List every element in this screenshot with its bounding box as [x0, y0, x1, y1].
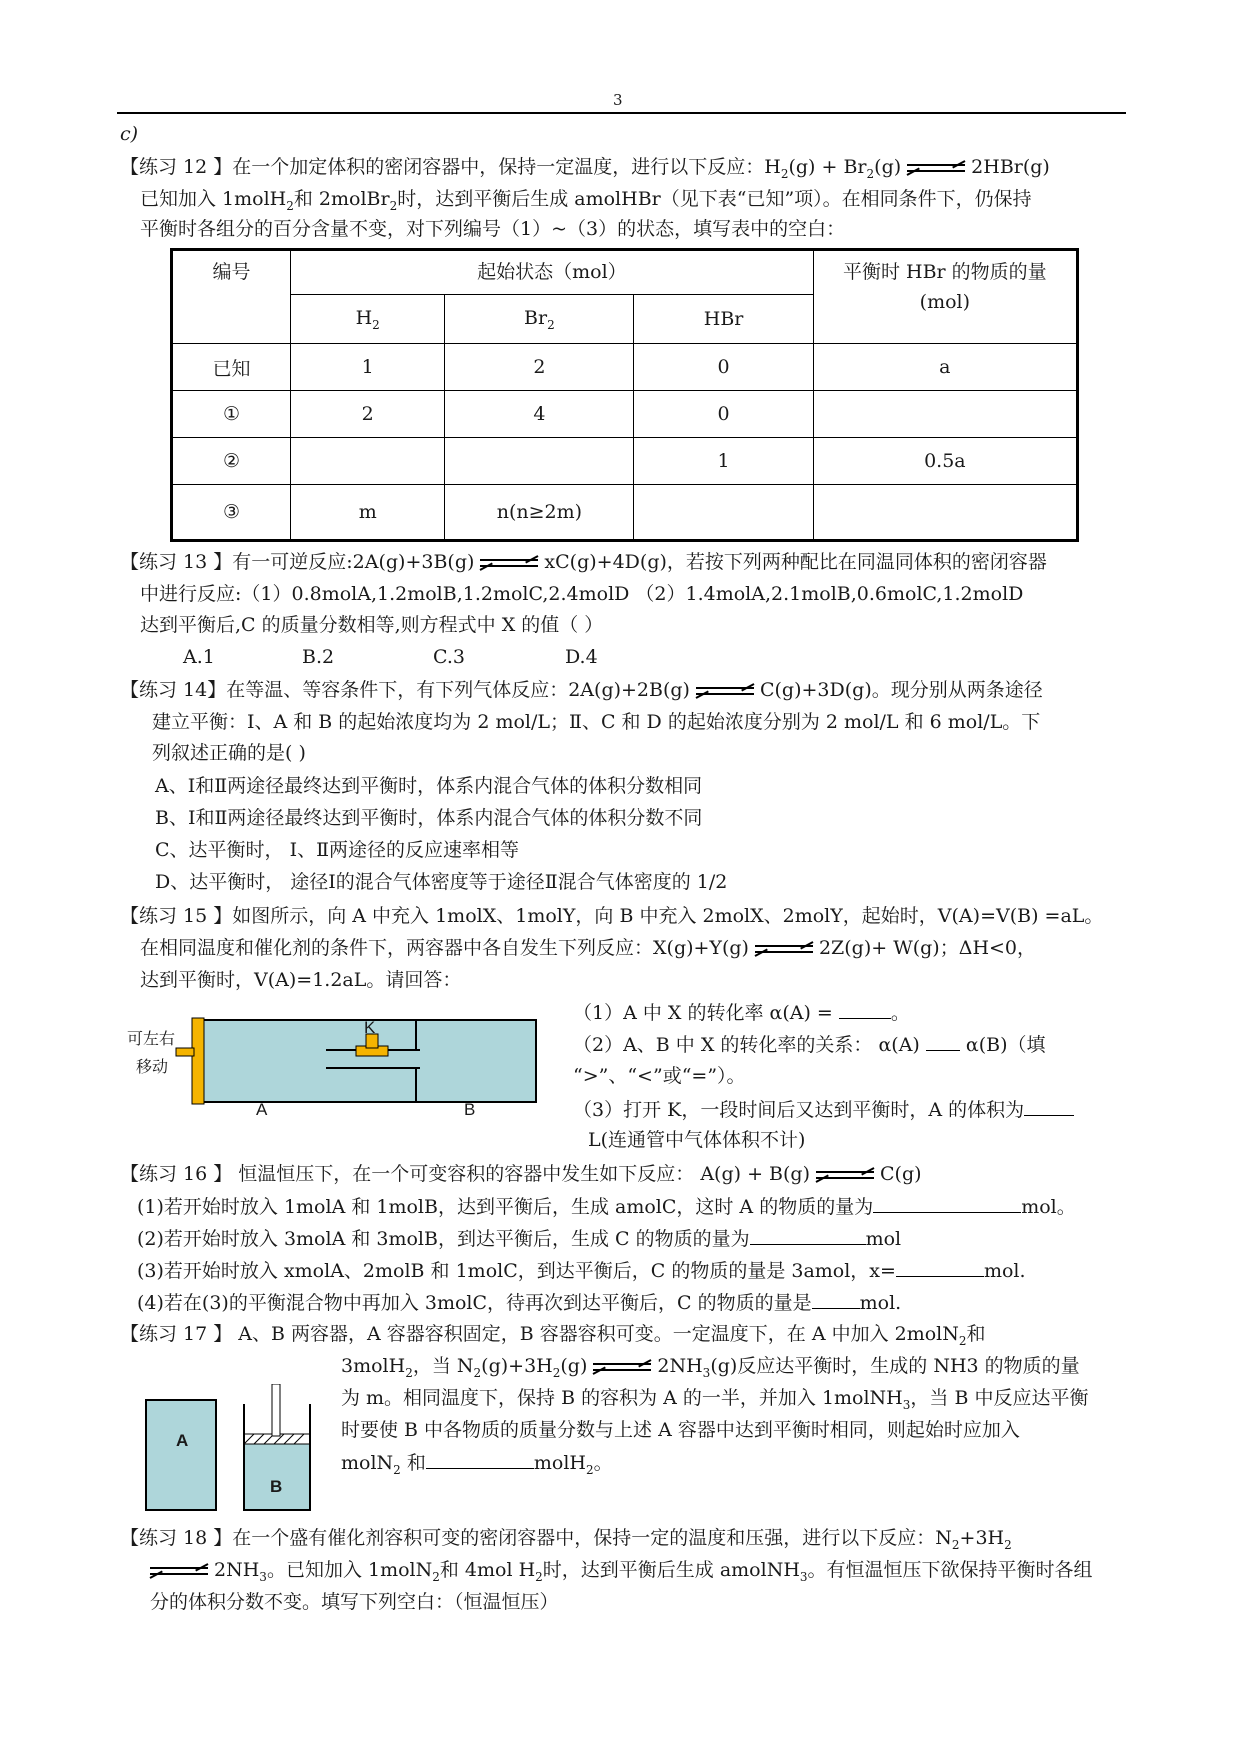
- ex14-line3: 列叙述正确的是( ): [152, 742, 306, 764]
- ex15-line1: 【练习 15 】如图所示，向 A 中充入 1molX、1molY，向 B 中充入 2molX、2molY，起始时，V(A)=V(B) =aL。: [120, 905, 1104, 927]
- equilibrium-arrow-icon: [150, 1564, 208, 1578]
- ex15-q2-cont: “>”、“<”或“=”）。: [573, 1065, 746, 1087]
- th-start: 起始状态（mol）: [291, 250, 814, 295]
- equilibrium-arrow-icon: [755, 942, 813, 956]
- ex14-line2: 建立平衡：Ⅰ、A 和 B 的起始浓度均为 2 mol/L；Ⅱ、C 和 D 的起始浓度分别为 2 mol/L 和 6 mol/L。下: [152, 711, 1041, 733]
- ex15-q3: （3）打开 K，一段时间后又达到平衡时，A 的体积为: [573, 1097, 1074, 1122]
- th-equilibrium: 平衡时 HBr 的物质的量 (mol): [813, 250, 1077, 344]
- ex13-option-a: A.1: [183, 646, 215, 668]
- ex17-line5: molN$_2$ 和 molH$_2$。: [341, 1452, 613, 1477]
- ex14-option-d: D、达平衡时， 途径Ⅰ的混合气体密度等于途径Ⅱ混合气体密度的 1/2: [155, 871, 728, 893]
- ex17-line1: 【练习 17 】 A、B 两容器，A 容器容积固定，B 容器容积可变。一定温度下，在 A 中加入 2molN$_2$和: [120, 1323, 986, 1348]
- ex15-q1: （1）A 中 X 的转化率 α(A) = 。: [573, 1002, 910, 1024]
- ex16-s1: (1)若开始时放入 1molA 和 1molB，达到平衡后，生成 amolC，这时 A 的物质的量为 mol。: [137, 1196, 1076, 1218]
- table-row: ③ m n(n≥2m): [172, 485, 1078, 541]
- ex14-option-a: A、Ⅰ和Ⅱ两途径最终达到平衡时，体系内混合气体的体积分数相同: [155, 775, 703, 797]
- ex18-line1: 【练习 18 】在一个盛有催化剂容积可变的密闭容器中，保持一定的温度和压强，进行以下反应：$N_2+3H_2$: [120, 1527, 1012, 1552]
- ex15-q3-cont: L(连通管中气体体积不计): [588, 1129, 806, 1151]
- ex17-line2: 3molH$_2$，当 $N_2(g)+3H_2(g)$ $2NH_3(g)$反应达平衡时，生成的 NH3 的物质的量: [341, 1355, 1080, 1380]
- ex13-line3: 达到平衡后,C 的质量分数相等,则方程式中 X 的值（ ）: [140, 614, 604, 636]
- ex12-table: [170, 248, 1079, 542]
- ex15-q2: （2）A、B 中 X 的转化率的关系： α(A) α(B)（填: [573, 1034, 1046, 1056]
- ex12-line2: 已知加入 1molH$_2$和 2molBr$_2$时，达到平衡后生成 amolHBr（见下表“已知”项）。在相同条件下，仍保持: [140, 188, 1032, 213]
- header-rule: [117, 112, 1126, 114]
- ex13-line1: 【练习 13 】有一可逆反应:2A(g)+3B(g) xC(g)+4D(g)，若按下列两种配比在同温同体积的密闭容器: [120, 551, 1047, 573]
- page-number: 3: [613, 91, 623, 109]
- fig15-label-move1: 可左右: [127, 1031, 176, 1048]
- fig17-label-a: A: [176, 1431, 189, 1450]
- th-br2: $Br_2$: [445, 295, 634, 344]
- th-number: 编号: [172, 250, 291, 344]
- ex14-option-c: C、达平衡时， Ⅰ、Ⅱ两途径的反应速率相等: [155, 839, 519, 861]
- fig15-label-k: K: [364, 1018, 376, 1037]
- ex17-figure: [140, 1384, 330, 1524]
- ex13-option-c: C.3: [433, 646, 465, 668]
- ex17-line3: 为 m。相同温度下，保持 B 的容积为 A 的一半，并加入 1molNH$_3$，当 B 中反应达平衡: [341, 1387, 1089, 1412]
- piston-icon: [192, 1018, 204, 1104]
- ex18-line2: $2NH_3$。已知加入 1molN$_2$和 4mol $H_2$时，达到平衡后生成 amolNH$_3$。有恒温恒压下欲保持平衡时各组: [150, 1558, 1093, 1589]
- fig17-label-b: B: [270, 1477, 283, 1496]
- fig15-label-a: A: [256, 1100, 268, 1119]
- ex16-s4: (4)若在(3)的平衡混合物中再加入 3molC，待再次到达平衡后，C 的物质的量是 mol.: [137, 1292, 902, 1314]
- fig15-label-b: B: [464, 1100, 476, 1119]
- equilibrium-arrow-icon: [816, 1168, 874, 1182]
- ex13-option-d: D.4: [565, 646, 598, 668]
- ex18-line3: 分的体积分数不变。填写下列空白：（恒温恒压）: [150, 1591, 559, 1613]
- ex15-line3: 达到平衡时，V(A)=1.2aL。请回答：: [140, 969, 462, 991]
- table-row: ① 2 4 0: [172, 391, 1078, 438]
- equilibrium-arrow-icon: [480, 556, 538, 570]
- equilibrium-arrow-icon: [696, 684, 754, 698]
- ex16-s3: (3)若开始时放入 xmolA、2molB 和 1molC，到达平衡后，C 的物质的量是 3amol，x= mol.: [137, 1260, 1026, 1282]
- ex16-line1: 【练习 16 】 恒温恒压下，在一个可变容积的容器中发生如下反应： A(g) + B(g) C(g): [120, 1163, 922, 1185]
- table-row: ② 1 0.5a: [172, 438, 1078, 485]
- table-row: 已知 1 2 0 a: [172, 344, 1078, 391]
- ex15-line2: 在相同温度和催化剂的条件下，两容器中各自发生下列反应：X(g)+Y(g) 2Z(g)+ W(g)；ΔH<0，: [140, 937, 1037, 959]
- ex13-line2: 中进行反应:（1）0.8molA,1.2molB,1.2molC,2.4molD （2）1.4molA,2.1molB,0.6molC,1.2molD: [140, 583, 1024, 605]
- stray-mark: c): [120, 123, 139, 145]
- ex14-option-b: B、Ⅰ和Ⅱ两途径最终达到平衡时，体系内混合气体的体积分数不同: [155, 807, 703, 829]
- fig15-label-move2: 移动: [136, 1059, 169, 1076]
- ex12-line3: 平衡时各组分的百分含量不变，对下列编号（1）~（3）的状态，填写表中的空白：: [140, 218, 846, 240]
- ex12-line1: 【练习 12 】在一个加定体积的密闭容器中，保持一定温度，进行以下反应：$H_2(g) + Br_2(g)$ 2HBr(g): [120, 156, 1050, 181]
- th-h2: $H_2$: [291, 295, 445, 344]
- equilibrium-arrow-icon: [593, 1360, 651, 1374]
- th-hbr: HBr: [634, 295, 813, 344]
- container-a: [146, 1400, 216, 1510]
- ex17-line4: 时要使 B 中各物质的质量分数与上述 A 容器中达到平衡时相同，则起始时应加入: [341, 1419, 1020, 1441]
- ex14-line1: 【练习 14】在等温、等容条件下，有下列气体反应：2A(g)+2B(g) C(g)+3D(g)。现分别从两条途径: [120, 679, 1043, 701]
- ex16-s2: (2)若开始时放入 3molA 和 3molB，到达平衡后，生成 C 的物质的量为 mol: [137, 1228, 902, 1250]
- ex15-figure: [120, 1008, 560, 1120]
- ex13-option-b: B.2: [302, 646, 335, 668]
- equilibrium-arrow-icon: [907, 161, 965, 175]
